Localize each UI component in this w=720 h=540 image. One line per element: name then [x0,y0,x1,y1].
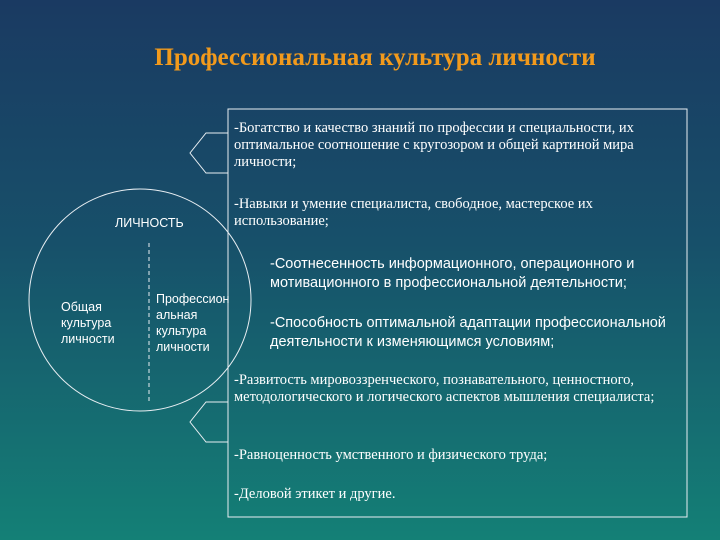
characteristic-etiquette: -Деловой этикет и другие. [234,486,396,502]
characteristic-skills: -Навыки и умение специалиста, свободное, мастерское их использование; [234,196,593,229]
characteristic-thinking: -Развитость мировоззренческого, познавательного, ценностного, методологического и логического аспектов мышления специалиста; [234,372,655,405]
personality-label: ЛИЧНОСТЬ [115,216,184,230]
slide-title: Профессиональная культура личности [154,44,596,71]
lower-callout-pointer [190,402,228,442]
characteristic-adaptation: -Способность оптимальной адаптации профессиональной деятельности к изменяющимся условиям; [270,315,666,350]
characteristic-knowledge: -Богатство и качество знаний по профессии и специальности, их оптимальное соотношение с кругозором и общей картиной мира личности; [234,120,634,170]
professional-culture-label: Профессион альная культура личности [156,292,230,354]
upper-callout-pointer [190,133,228,173]
characteristic-labor-balance: -Равноценность умственного и физического труда; [234,447,548,463]
characteristic-correlation: -Соотнесенность информационного, операционного и мотивационного в профессиональной деятельности; [270,256,635,291]
general-culture-label: Общая культура личности [61,300,115,346]
